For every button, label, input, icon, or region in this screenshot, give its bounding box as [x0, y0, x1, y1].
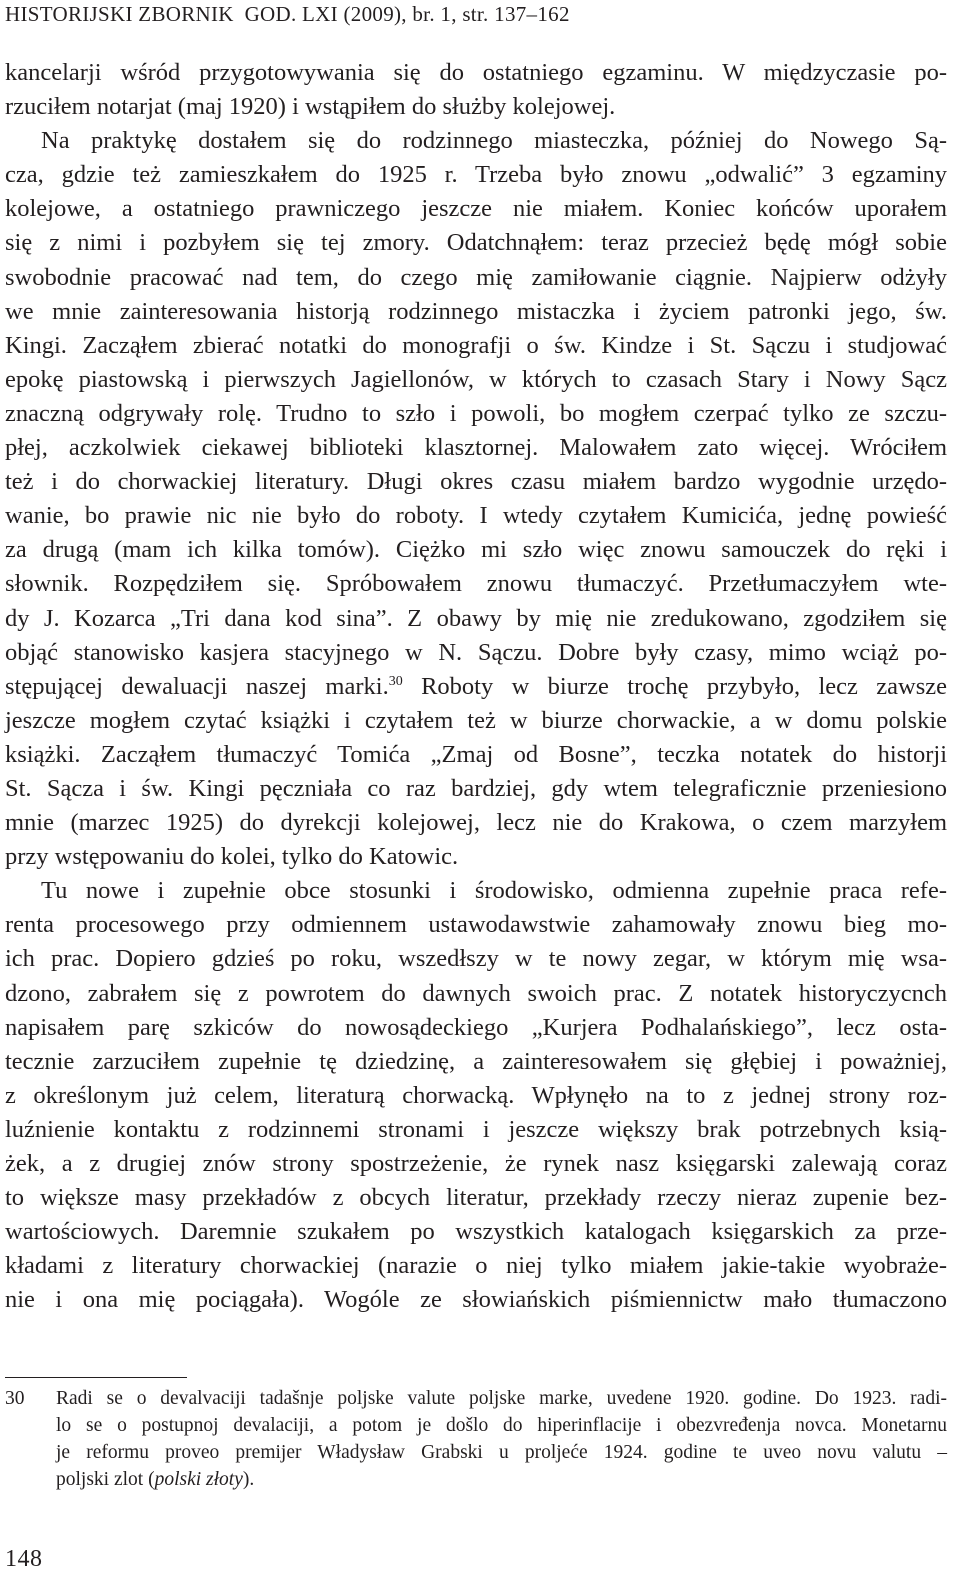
paragraph-line — [5, 1079, 947, 1113]
footnote-line-text: poljski zlot ( — [56, 1469, 155, 1490]
journal-volume: GOD. LXI (2009), br. 1, str. 137–162 — [244, 2, 570, 26]
paragraph-line — [5, 295, 947, 329]
footnote-italic-term: polski złoty — [154, 1469, 243, 1490]
text-line: się z nimi i pozbyłem się tej zmory. Odatchnąłem: teraz przecież będę mógł sobie — [5, 229, 947, 257]
footnote-text — [56, 1385, 947, 1493]
text-line: Roboty w biurze trochę przybyło, lecz zawsze — [402, 672, 947, 700]
paragraph-line — [5, 977, 947, 1011]
text-line: książki. Zacząłem tłumaczyć Tomića „Zmaj od Bosne”, teczka notatek do historji — [5, 740, 947, 768]
paragraph-line — [5, 397, 947, 431]
paragraph-line — [5, 329, 947, 363]
text-line: płej, aczkolwiek ciekawej biblioteki klasztornej. Malowałem zato więcej. Wróciłem — [5, 434, 947, 462]
paragraph-line — [5, 192, 947, 226]
paragraph-line — [5, 602, 947, 636]
paragraph-line — [5, 567, 947, 601]
paragraph-line — [5, 1011, 947, 1045]
paragraph-line — [5, 1283, 947, 1317]
paragraph-line — [5, 908, 947, 942]
body-text — [5, 56, 947, 1317]
text-line: wartościowych. Daremnie szukałem po wszystkich katalogach księgarskich za prze- — [5, 1218, 947, 1246]
footnote-number: 30 — [5, 1388, 25, 1409]
paragraph-line — [5, 261, 947, 295]
text-line: znaczną odgrywały rolę. Trudno to szło i powoli, bo mogłem czerpać tylko ze szczu- — [5, 399, 947, 427]
paragraph-line — [5, 363, 947, 397]
paragraph-line — [5, 704, 947, 738]
text-line: swobodnie pracować nad tem, do czego mię zamiłowanie ciągnie. Najpierw odżyły — [5, 263, 947, 291]
paragraph-line — [5, 772, 947, 806]
text-line: tecznie zarzuciłem zupełnie tę dziedzinę, a zainteresowałem się głębiej i poważniej, — [5, 1047, 947, 1075]
text-line: Tu nowe i zupełnie obce stosunki i środowisko, odmienna zupełnie praca refe- — [41, 877, 947, 905]
footnote-line — [56, 1466, 947, 1493]
paragraph-line — [5, 670, 947, 704]
text-line: kładami z literatury chorwackiej (narazie o niej tylko miałem jakie-takie wyobraże- — [5, 1252, 947, 1280]
text-line: ich prac. Dopiero gdzieś po roku, wszedłszy w te nowy zegar, w którym mię wsa- — [5, 945, 947, 973]
paragraph-line — [5, 840, 947, 874]
paragraph-line — [5, 1249, 947, 1283]
text-line: przy wstępowaniu do kolei, tylko do Katowic. — [5, 843, 459, 871]
text-line: Na praktykę dostałem się do rodzinnego miasteczka, później do Nowego Są- — [41, 127, 947, 155]
paragraph-line — [5, 1147, 947, 1181]
text-line: słownik. Rozpędziłem się. Spróbowałem znowu tłumaczyć. Przetłumaczyłem wte- — [5, 570, 947, 598]
text-line: też i do chorwackiej literatury. Długi okres czasu miałem bardzo wygodnie urzędo- — [5, 468, 947, 496]
text-line: stępującej dewaluacji naszej marki. — [5, 672, 389, 700]
text-line: dzono, zabrałem się z powrotem do dawnych swoich prac. Z notatek historyczycnch — [5, 979, 947, 1007]
paragraph-line — [5, 806, 947, 840]
paragraph-line — [5, 226, 947, 260]
paragraph-line — [5, 1215, 947, 1249]
paragraph-line — [5, 499, 947, 533]
text-line: luźnienie kontaktu z rodzinnemi stronami i jeszcze większy brak potrzebnych ksią- — [5, 1115, 947, 1143]
text-line: kolejowe, a ostatniego prawniczego jeszcze nie miałem. Koniec końców uporałem — [5, 195, 947, 223]
footnote-reference[interactable]: 30 — [388, 673, 403, 689]
text-line: to większe masy przekładów z obcych literatur, przekłady rzeczy nieraz zupenie bez- — [5, 1184, 947, 1212]
paragraph — [5, 124, 947, 158]
running-head — [5, 2, 570, 27]
text-line: we mnie zainteresowania historją rodzinnego mistaczka i życiem patronki jego, św. — [5, 297, 947, 325]
journal-title: HISTORIJSKI ZBORNIK — [5, 2, 234, 26]
text-line: kancelarji wśród przygotowywania się do ostatniego egzaminu. W międzyczasie po- — [5, 59, 947, 86]
text-line: nie i ona mię pociągała). Wogóle ze słowiańskich piśmiennictw mało tłumaczono — [5, 1286, 947, 1314]
text-line: jeszcze mogłem czytać książki i czytałem też w biurze chorwackie, a w domu polskie — [5, 706, 947, 734]
text-line: renta procesowego przy odmiennem ustawodawstwie zahamowały znowu bieg mo- — [5, 911, 947, 939]
text-line: epokę piastowską i pierwszych Jagiellonów, w których to czasach Stary i Nowy Sącz — [5, 365, 947, 393]
paragraph-line — [5, 90, 947, 124]
paragraph-line — [5, 738, 947, 772]
paragraph-line — [5, 465, 947, 499]
footnote-rule — [5, 1377, 187, 1378]
paragraph-line — [5, 158, 947, 192]
paragraph-line — [5, 1113, 947, 1147]
text-line: objąć stanowisko kasjera stacyjnego w N. Sączu. Dobre były czasy, mimo wciąż po- — [5, 638, 947, 666]
paragraph-line — [5, 1181, 947, 1215]
text-line: mnie (marzec 1925) do dyrekcji kolejowej, lecz nie do Krakowa, o czem marzyłem — [5, 809, 947, 837]
paragraph-line — [5, 1045, 947, 1079]
text-line: rzuciłem notarjat (maj 1920) i wstąpiłem do służby kolejowej. — [5, 93, 616, 121]
text-line: napisałem parę szkiców do nowosądeckiego „Kurjera Podhalańskiego”, lecz osta- — [5, 1013, 947, 1041]
text-line: Kingi. Zacząłem zbierać notatki do monografji o św. Kindze i St. Sączu i studjować — [5, 331, 947, 359]
text-line: dy J. Kozarca „Tri dana kod sina”. Z obawy by mię nie zredukowano, zgodziłem się — [5, 604, 947, 632]
text-line: z określonym już celem, literaturą chorwacką. Wpłynęło na to z jednej strony roz- — [5, 1081, 947, 1109]
text-line: wanie, bo prawie nic nie było do roboty. I wtedy czytałem Kumicića, jednę powieść — [5, 502, 947, 530]
footnote-line: lo se o postupnoj devalaciji, a potom je došlo do hiperinflacije i obezvređenja novca. Monetarnu — [56, 1415, 947, 1436]
paragraph — [5, 56, 947, 90]
footnote-line: Radi se o devalvaciji tadašnje poljske valute poljske marke, uvedene 1920. godine. Do 1923. radi- — [56, 1388, 947, 1409]
text-line: żek, a z drugiej znów strony spostrzeżenie, że rynek nasz księgarski zalewają coraz — [5, 1150, 947, 1177]
paragraph-line — [5, 942, 947, 976]
page-number: 148 — [5, 1546, 43, 1572]
footnote — [5, 1385, 947, 1493]
text-line: St. Sącza i św. Kingi pęczniała co raz bardziej, gdy wtem telegraficznie przeniesiono — [5, 774, 947, 802]
footnote-line-text: ). — [242, 1469, 255, 1490]
paragraph-line — [5, 533, 947, 567]
paragraph — [5, 874, 947, 908]
paragraph-line — [5, 636, 947, 670]
text-line: cza, gdzie też zamieszkałem do 1925 r. Trzeba było znowu „odwalić” 3 egzaminy — [5, 161, 947, 189]
footnote-line: je reformu proveo premijer Władysław Grabski u proljeće 1924. godine te uveo novu valutu – — [56, 1442, 947, 1463]
text-line: za drugą (mam ich kilka tomów). Ciężko mi szło więc znowu samouczek do ręki i — [5, 536, 947, 564]
paragraph-line — [5, 431, 947, 465]
